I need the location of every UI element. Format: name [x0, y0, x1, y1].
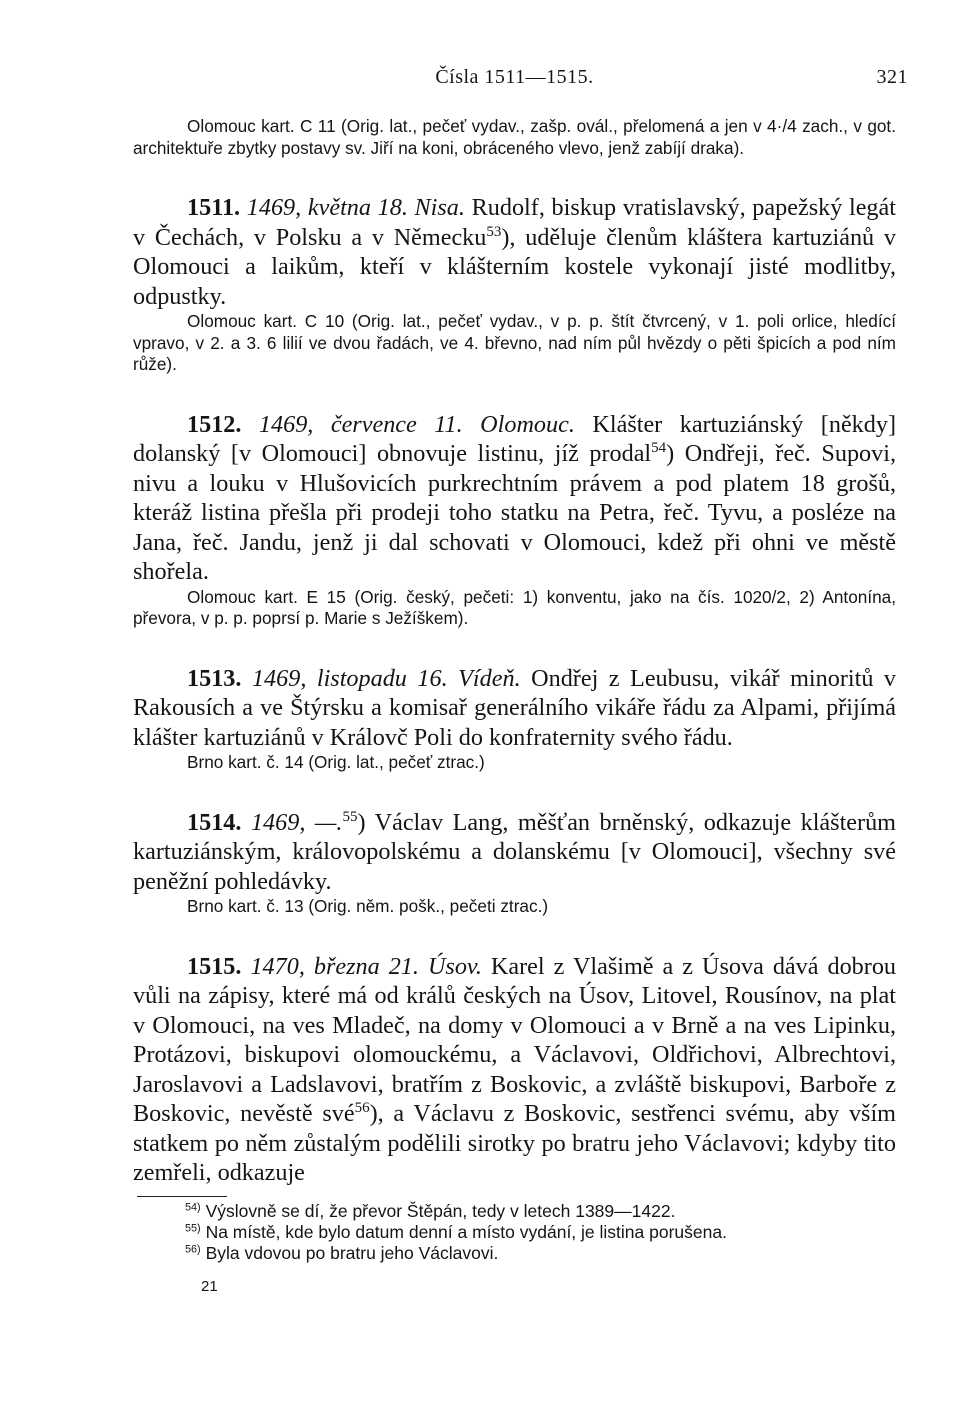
footnote-mark: 54) — [185, 1201, 201, 1213]
note-ref: 54 — [651, 440, 667, 456]
entry-text: Ondřej z Leubusu, vikář minoritů v Rakousích a ve Štýrsku a komisař generálního vikáře řádu za Alpami, přijímá klášter kartuziánů v Královč Poli do konfraternity svého řádu. — [133, 664, 897, 751]
entry-date: 1469, listopadu 16. Vídeň. — [251, 664, 521, 692]
entry-date: 1469, května 18. Nisa. — [246, 194, 465, 221]
entry-text-cont: ) Václav Lang, měšťan brněnský, odkazuje klášterům kartuziánským, královopolskému a dolanskému [v Olomouci], všechny své peněžní pohledávky. — [133, 808, 896, 895]
entry-1511 — [133, 193, 896, 311]
entry-text-cont: ) Ondřeji, řeč. Supovi, nivu a louku v Hlušovicích purkrechtním právem a pod platem 18 grošů, kteráž listina přešla při prodeji toho statku na Petra, řeč. Tyvu, a posléze na Jana, řeč. Jandu, jenž ji dal schovati v Olomouci, kdež při ohni ve městě shořela. — [133, 440, 896, 585]
note-ref: 53 — [486, 223, 502, 240]
entry-text-cont: ), uděluje členům kláštera kartuziánů v Olomouci a laikům, kteří v klášterním kostele vykonají jisté modlitby, odpustky. — [133, 223, 896, 310]
footnote-text: Výslovně se dí, že převor Štěpán, tedy v letech 1389—1422. — [205, 1200, 676, 1221]
entry-number: 1511. — [187, 194, 241, 221]
running-head — [133, 60, 908, 90]
entry-1512 — [133, 410, 896, 587]
signature-mark: 21 — [201, 1277, 218, 1295]
entry-number: 1515. — [187, 952, 242, 980]
entry-text: Rudolf, biskup vratislavský, papežský legát v Čechách, v Polsku a v Německu — [133, 194, 896, 251]
entry-text-cont: ), a Václavu z Boskovic, sestřenci svému, aby vším statkem po něm zůstalým podělili sirotky po bratru jeho Václavovi; kdyby tito zemřeli, odkazuje — [133, 1100, 896, 1186]
footnote-text: Byla vdovou po bratru jeho Václavovi. — [205, 1242, 499, 1263]
entry-1515 — [133, 952, 896, 1188]
entry-number: 1514. — [187, 808, 242, 836]
entry-source: Olomouc kart. C 10 (Orig. lat., pečeť vydav., v p. p. štít čtvrcený, v 1. poli orlice, hledící vpravo, v 2. a 3. 6 lilií ve dvou řadách, ve 4. břevno, nad ním půl hvězdy o pěti špicích a pod ním růže). — [133, 311, 896, 374]
entry-source: Brno kart. č. 14 (Orig. lat., pečeť ztrac.) — [187, 752, 485, 772]
entry-source: Olomouc kart. E 15 (Orig. český, pečeti: 1) konventu, jako na čís. 1020/2, 2) Antonína, převora, v p. p. poprsí p. Marie s Ježíškem). — [133, 586, 896, 628]
footnote-text: Na místě, kde bylo datum denní a místo vydání, je listina porušena. — [205, 1221, 727, 1242]
note-ref: 56 — [354, 1100, 370, 1116]
entry-text: Klášter kartuziánský [někdy] dolanský [v Olomouci] obnovuje listinu, jíž prodal — [133, 410, 897, 467]
note-ref: 55 — [342, 808, 358, 825]
page-number: 321 — [876, 66, 908, 88]
footnote — [185, 1201, 896, 1222]
entry-number: 1513. — [187, 664, 242, 692]
running-title: Čísla 1511—1515. — [435, 66, 594, 88]
entry-date: 1469, —. — [250, 808, 343, 836]
footnote — [185, 1222, 896, 1243]
entry-number: 1512. — [187, 410, 242, 438]
footnote-mark: 56) — [185, 1243, 201, 1255]
entry-1514 — [133, 808, 896, 897]
entry-1513 — [133, 664, 896, 753]
footnote — [185, 1243, 896, 1264]
intro-source-note: Olomouc kart. C 11 (Orig. lat., pečeť vydav., zašp. ovál., přelomená a jen v 4·/4 zach., v got. architektuře zbytky postavy sv. Jiří na koni, obráceného vlevo, jenž zabíjí draka). — [133, 116, 896, 158]
entry-date: 1470, března 21. Úsov. — [250, 952, 482, 980]
footnote-mark: 55) — [185, 1222, 201, 1234]
page — [133, 60, 908, 1295]
entry-source: Brno kart. č. 13 (Orig. něm. pošk., pečeti ztrac.) — [187, 896, 549, 916]
entry-text: Karel z Vlašimě a z Úsova dává dobrou vůli na zápisy, které má od králů českých na Úsov, Litovel, Rousínov, na plat v Olomouci, na ves Mladeč, na domy v Olomouci a v Brně a na ves Lipinku, Protázovi, biskupovi olomouckému, a Václavovi, Oldřichovi, Albrechtovi, Jaroslavovi a Ladslavovi, bratřím z Boskovic, a zvláště biskupovi, Barboře z Boskovic, nevěstě své — [133, 952, 897, 1127]
entry-date: 1469, července 11. Olomouc. — [258, 410, 575, 438]
